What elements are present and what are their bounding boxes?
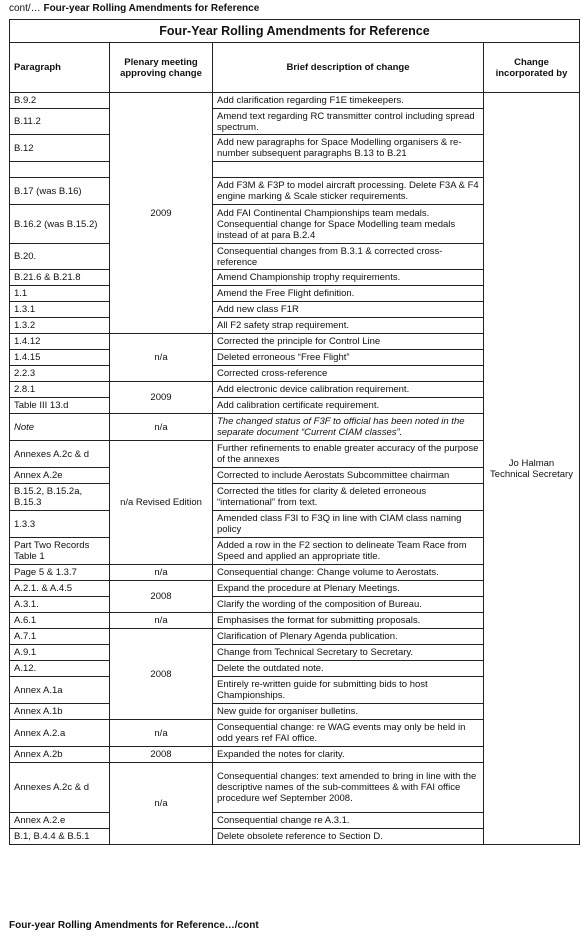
paragraph-cell: Part Two Records Table 1	[10, 538, 110, 565]
meeting-cell: 2008	[110, 581, 213, 613]
description-cell: Corrected cross-reference	[213, 366, 484, 382]
table-title: Four-Year Rolling Amendments for Reference	[10, 20, 580, 43]
description-cell: Corrected to include Aerostats Subcommittee chairman	[213, 468, 484, 484]
continuation-header	[9, 3, 259, 14]
paragraph-cell: B.21.6 & B.21.8	[10, 270, 110, 286]
paragraph-cell: Annex A.1a	[10, 677, 110, 704]
description-cell: Consequential change re A.3.1.	[213, 813, 484, 829]
paragraph-cell: 1.3.3	[10, 511, 110, 538]
paragraph-cell: Annex A.2.e	[10, 813, 110, 829]
paragraph-cell: Note	[10, 414, 110, 441]
paragraph-cell: A.2.1. & A.4.5	[10, 581, 110, 597]
description-cell: The changed status of F3F to official has been noted in the separate document “Current CIAM classes”.	[213, 414, 484, 441]
paragraph-cell: B.15.2, B.15.2a, B.15.3	[10, 484, 110, 511]
paragraph-cell: Annex A.2b	[10, 747, 110, 763]
paragraph-cell: Annex A.2e	[10, 468, 110, 484]
description-cell	[213, 162, 484, 178]
meeting-cell: n/a	[110, 763, 213, 845]
description-cell: Delete obsolete reference to Section D.	[213, 829, 484, 845]
description-cell: Entirely re-written guide for submitting bids to host Championships.	[213, 677, 484, 704]
description-cell: Clarify the wording of the composition of Bureau.	[213, 597, 484, 613]
paragraph-cell: B.9.2	[10, 93, 110, 109]
paragraph-cell: Annexes A.2c & d	[10, 763, 110, 813]
continuation-title: Four-year Rolling Amendments for Reference	[43, 3, 260, 14]
col-header-incorporated-by: Change incorporated by	[484, 43, 580, 93]
incorporated-by-cell: Jo Halman Technical Secretary	[484, 93, 580, 845]
paragraph-cell: B.11.2	[10, 109, 110, 135]
description-cell: Consequential changes: text amended to bring in line with the descriptive names of the sub-committees & with FAI office procedure wef September 2008.	[213, 763, 484, 813]
description-cell: All F2 safety strap requirement.	[213, 318, 484, 334]
description-cell: Add new paragraphs for Space Modelling organisers & re-number subsequent paragraphs B.13 to B.21	[213, 135, 484, 162]
paragraph-cell: 1.3.2	[10, 318, 110, 334]
meeting-cell: n/a	[110, 720, 213, 747]
paragraph-cell: Page 5 & 1.3.7	[10, 565, 110, 581]
meeting-cell: n/a	[110, 334, 213, 382]
paragraph-cell: Annex A.1b	[10, 704, 110, 720]
description-cell: Expanded the notes for clarity.	[213, 747, 484, 763]
description-cell: Delete the outdated note.	[213, 661, 484, 677]
meeting-cell: n/a Revised Edition	[110, 441, 213, 565]
description-cell: Amend the Free Flight definition.	[213, 286, 484, 302]
paragraph-cell: Annex A.2.a	[10, 720, 110, 747]
paragraph-cell: 1.4.15	[10, 350, 110, 366]
paragraph-cell: 1.1	[10, 286, 110, 302]
description-cell: Consequential change: re WAG events may only be held in odd years ref FAI office.	[213, 720, 484, 747]
meeting-cell: 2009	[110, 93, 213, 334]
paragraph-cell: B.17 (was B.16)	[10, 178, 110, 205]
meeting-cell: 2009	[110, 382, 213, 414]
meeting-cell: 2008	[110, 629, 213, 720]
col-header-paragraph: Paragraph	[10, 43, 110, 93]
col-header-meeting: Plenary meeting approving change	[110, 43, 213, 93]
amendments-table	[9, 19, 580, 845]
description-cell: Consequential changes from B.3.1 & corrected cross-reference	[213, 244, 484, 270]
paragraph-cell: B.12	[10, 135, 110, 162]
description-cell: Corrected the principle for Control Line	[213, 334, 484, 350]
description-cell: Add new class F1R	[213, 302, 484, 318]
paragraph-cell: A.3.1.	[10, 597, 110, 613]
paragraph-cell: B.1, B.4.4 & B.5.1	[10, 829, 110, 845]
description-cell: Clarification of Plenary Agenda publication.	[213, 629, 484, 645]
meeting-cell: n/a	[110, 613, 213, 629]
description-cell: Expand the procedure at Plenary Meetings.	[213, 581, 484, 597]
paragraph-cell: A.7.1	[10, 629, 110, 645]
paragraph-cell: 2.8.1	[10, 382, 110, 398]
meeting-cell: n/a	[110, 414, 213, 441]
description-cell: Consequential change: Change volume to Aerostats.	[213, 565, 484, 581]
meeting-cell: 2008	[110, 747, 213, 763]
description-cell: Emphasises the format for submitting proposals.	[213, 613, 484, 629]
description-cell: Add FAI Continental Championships team medals. Consequential change for Space Modelling team medals instead of at para B.2.4	[213, 205, 484, 244]
paragraph-cell: B.16.2 (was B.15.2)	[10, 205, 110, 244]
description-cell: Amended class F3I to F3Q in line with CIAM class naming policy	[213, 511, 484, 538]
description-cell: Corrected the titles for clarity & deleted erroneous “international” from text.	[213, 484, 484, 511]
paragraph-cell: Annexes A.2c & d	[10, 441, 110, 468]
paragraph-cell	[10, 162, 110, 178]
paragraph-cell: Table III 13.d	[10, 398, 110, 414]
description-cell: Add clarification regarding F1E timekeepers.	[213, 93, 484, 109]
continuation-prefix: cont/…	[9, 3, 41, 14]
meeting-cell: n/a	[110, 565, 213, 581]
description-cell: Add calibration certificate requirement.	[213, 398, 484, 414]
paragraph-cell: A.12.	[10, 661, 110, 677]
table-row	[10, 93, 580, 109]
paragraph-cell: 2.2.3	[10, 366, 110, 382]
description-cell: Add electronic device calibration requirement.	[213, 382, 484, 398]
description-cell: Amend text regarding RC transmitter control including spread spectrum.	[213, 109, 484, 135]
description-cell: Change from Technical Secretary to Secretary.	[213, 645, 484, 661]
continuation-footer: Four-year Rolling Amendments for Reference…/cont	[9, 920, 259, 931]
description-cell: Added a row in the F2 section to delineate Team Race from Speed and applied an appropriate title.	[213, 538, 484, 565]
description-cell: Amend Championship trophy requirements.	[213, 270, 484, 286]
paragraph-cell: 1.4.12	[10, 334, 110, 350]
paragraph-cell: A.9.1	[10, 645, 110, 661]
description-cell: Further refinements to enable greater accuracy of the purpose of the annexes	[213, 441, 484, 468]
description-cell: Add F3M & F3P to model aircraft processing. Delete F3A & F4 engine marking & Scale sticker requirements.	[213, 178, 484, 205]
paragraph-cell: A.6.1	[10, 613, 110, 629]
paragraph-cell: B.20.	[10, 244, 110, 270]
paragraph-cell: 1.3.1	[10, 302, 110, 318]
col-header-description: Brief description of change	[213, 43, 484, 93]
description-cell: New guide for organiser bulletins.	[213, 704, 484, 720]
description-cell: Deleted erroneous “Free Flight”	[213, 350, 484, 366]
